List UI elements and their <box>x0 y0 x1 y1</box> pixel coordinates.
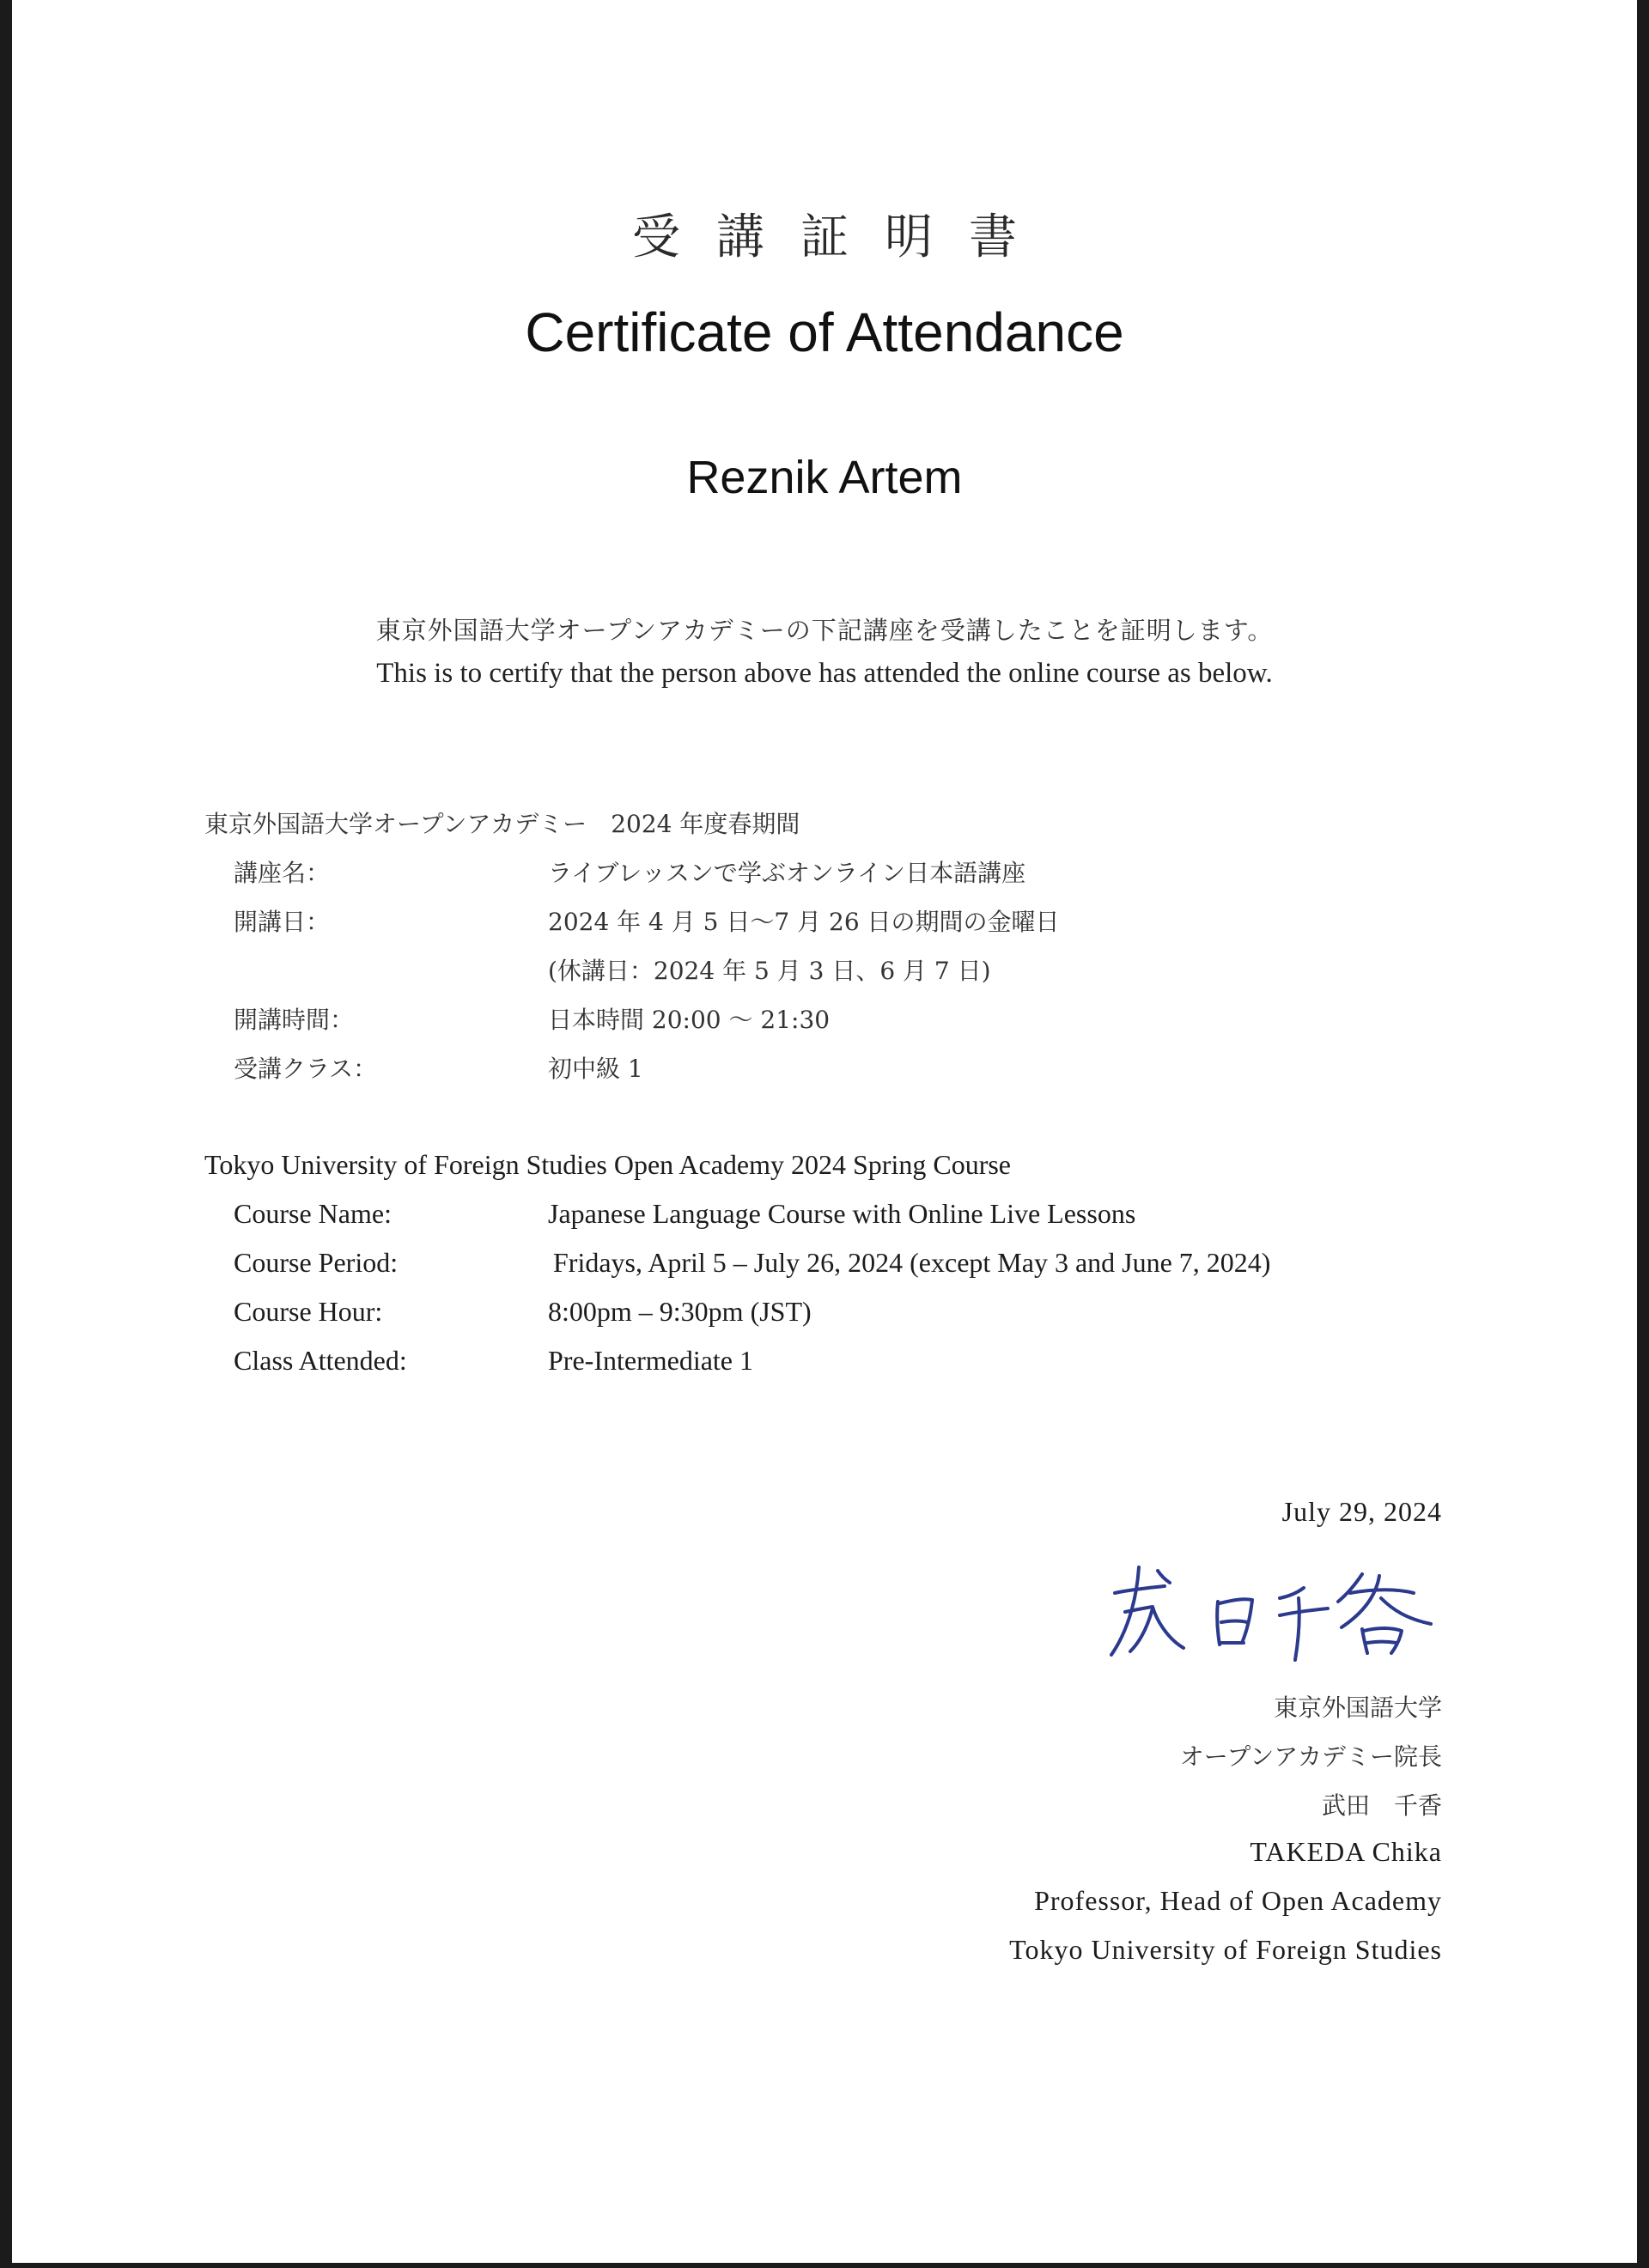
detail-value: 初中級 1 <box>548 1055 643 1083</box>
detail-label: Course Name: <box>234 1198 392 1229</box>
handwritten-signature <box>1104 1559 1439 1662</box>
detail-row <box>204 903 1493 952</box>
title-japanese: 受講証明書 <box>632 210 1053 265</box>
course-heading-japanese: 東京外国語大学オープンアカデミー 2024 年度春期間 <box>204 810 800 838</box>
signatory-university-en: Tokyo University of Foreign Studies <box>1009 1934 1442 1965</box>
detail-label: Course Hour: <box>234 1296 383 1327</box>
issue-date: July 29, 2024 <box>1281 1496 1442 1527</box>
detail-label: 講座名： <box>234 859 331 887</box>
statement-english: This is to certify that the person above has attended the online course as below. <box>376 658 1273 689</box>
detail-label: Course Period: <box>234 1247 399 1278</box>
detail-row <box>204 952 1493 1001</box>
detail-value: Pre-Intermediate 1 <box>548 1345 753 1376</box>
signatory-name-en: TAKEDA Chika <box>1250 1836 1442 1867</box>
detail-value: (休講日：2024 年 5 月 3 日、6 月 7 日) <box>548 957 991 985</box>
course-details-japanese <box>204 806 1493 1099</box>
course-heading-english: Tokyo University of Foreign Studies Open Academy 2024 Spring Course <box>204 1149 1011 1180</box>
detail-row <box>204 1296 1493 1345</box>
course-details-english <box>204 1149 1493 1394</box>
signatory-title-en: Professor, Head of Open Academy <box>1034 1885 1442 1916</box>
signatory-university-jp: 東京外国語大学 <box>1273 1693 1442 1722</box>
detail-value: ライブレッスンで学ぶオンライン日本語講座 <box>548 859 1026 887</box>
detail-row <box>204 1001 1493 1050</box>
detail-label: 開講日： <box>234 908 331 936</box>
detail-value: 日本時間 20:00 〜 21:30 <box>548 1006 831 1034</box>
scan-border-bottom <box>0 2263 1649 2268</box>
detail-row <box>204 854 1493 903</box>
detail-label: Class Attended: <box>234 1345 407 1376</box>
detail-row <box>204 1345 1493 1394</box>
detail-value: Japanese Language Course with Online Live Lessons <box>548 1198 1136 1229</box>
detail-row <box>204 1050 1493 1099</box>
signatory-block <box>1009 1689 1442 1983</box>
signatory-title-jp: オープンアカデミー院長 <box>1179 1742 1442 1771</box>
statement-japanese: 東京外国語大学オープンアカデミーの下記講座を受講したことを証明します。 <box>375 616 1274 645</box>
detail-row <box>204 1198 1493 1247</box>
title-english: Certificate of Attendance <box>525 301 1124 363</box>
detail-value: 8:00pm – 9:30pm (JST) <box>548 1296 812 1327</box>
detail-row <box>204 1247 1493 1296</box>
detail-label: 受講クラス： <box>234 1055 378 1083</box>
detail-value: 2024 年 4 月 5 日〜7 月 26 日の期間の金曜日 <box>548 908 1060 936</box>
detail-label: 開講時間： <box>234 1006 355 1034</box>
detail-value: Fridays, April 5 – July 26, 2024 (except May 3 and June 7, 2024) <box>553 1247 1271 1278</box>
signatory-name-jp: 武田 千香 <box>1321 1791 1442 1820</box>
recipient-name: Reznik Artem <box>686 452 963 503</box>
